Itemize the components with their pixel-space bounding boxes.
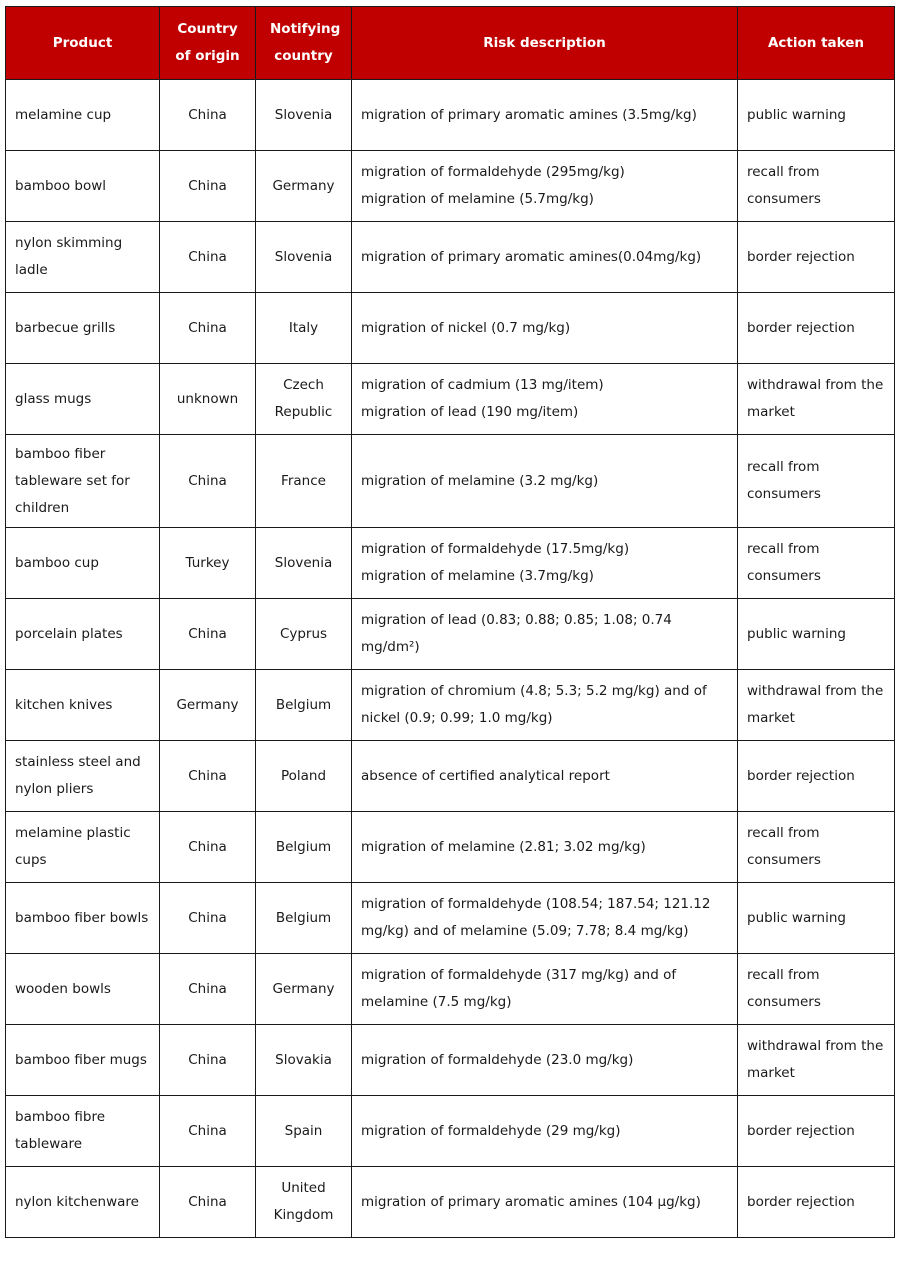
product-cell: stainless steel and nylon pliers	[6, 741, 160, 812]
table-row	[6, 741, 895, 812]
risk-line: migration of formaldehyde (317 mg/kg) and of melamine (7.5 mg/kg)	[361, 967, 677, 1010]
table-body	[6, 80, 895, 1238]
action-taken-cell: recall from consumers	[738, 954, 895, 1025]
risk-line: migration of primary aromatic amines(0.04mg/kg)	[361, 248, 702, 265]
notifying-country-cell: France	[256, 435, 352, 528]
action-taken-cell: public warning	[738, 80, 895, 151]
risk-description-cell	[352, 364, 738, 435]
risk-description-cell	[352, 293, 738, 364]
risk-line: migration of lead (0.83; 0.88; 0.85; 1.08; 0.74 mg/dm²)	[361, 612, 672, 655]
notifying-country-cell: Slovakia	[256, 1025, 352, 1096]
notifying-country-cell: Slovenia	[256, 80, 352, 151]
risk-line: migration of melamine (3.2 mg/kg)	[361, 472, 599, 489]
table-row	[6, 1167, 895, 1238]
recall-table	[5, 6, 895, 1238]
notifying-country-cell: Poland	[256, 741, 352, 812]
notifying-country-cell: Slovenia	[256, 528, 352, 599]
product-cell: bamboo cup	[6, 528, 160, 599]
risk-description-cell	[352, 222, 738, 293]
origin-cell: China	[160, 1025, 256, 1096]
risk-line: migration of lead (190 mg/item)	[361, 404, 579, 420]
table-row	[6, 528, 895, 599]
origin-cell: China	[160, 1096, 256, 1167]
risk-description-cell	[352, 599, 738, 670]
origin-cell: China	[160, 151, 256, 222]
risk-description-cell	[352, 151, 738, 222]
table-row	[6, 599, 895, 670]
notifying-country-cell: United Kingdom	[256, 1167, 352, 1238]
table-row	[6, 80, 895, 151]
product-cell: bamboo fiber bowls	[6, 883, 160, 954]
risk-line: migration of formaldehyde (17.5mg/kg)	[361, 541, 630, 557]
product-cell: glass mugs	[6, 364, 160, 435]
table-row	[6, 1025, 895, 1096]
notifying-country-cell: Germany	[256, 151, 352, 222]
header-country-of-origin: Country of origin	[160, 7, 256, 80]
product-cell: kitchen knives	[6, 670, 160, 741]
product-cell: nylon kitchenware	[6, 1167, 160, 1238]
table-row	[6, 1096, 895, 1167]
risk-description-cell	[352, 741, 738, 812]
risk-line: migration of primary aromatic amines (104 µg/kg)	[361, 1193, 701, 1210]
notifying-country-cell: Czech Republic	[256, 364, 352, 435]
action-taken-cell: public warning	[738, 883, 895, 954]
origin-cell: China	[160, 599, 256, 670]
action-taken-cell: border rejection	[738, 1096, 895, 1167]
header-row	[6, 7, 895, 80]
risk-description-cell	[352, 954, 738, 1025]
risk-line: migration of melamine (3.7mg/kg)	[361, 568, 594, 584]
risk-line: migration of chromium (4.8; 5.3; 5.2 mg/kg) and of nickel (0.9; 0.99; 1.0 mg/kg)	[361, 683, 707, 726]
notifying-country-cell: Germany	[256, 954, 352, 1025]
risk-description-cell	[352, 670, 738, 741]
header-product: Product	[6, 7, 160, 80]
product-cell: porcelain plates	[6, 599, 160, 670]
risk-line: migration of melamine (5.7mg/kg)	[361, 191, 594, 207]
table-row	[6, 293, 895, 364]
table-row	[6, 151, 895, 222]
origin-cell: China	[160, 883, 256, 954]
risk-description-cell	[352, 812, 738, 883]
action-taken-cell: withdrawal from the market	[738, 1025, 895, 1096]
risk-line: migration of nickel (0.7 mg/kg)	[361, 319, 571, 336]
product-cell: barbecue grills	[6, 293, 160, 364]
origin-cell: Turkey	[160, 528, 256, 599]
risk-line: migration of cadmium (13 mg/item)	[361, 377, 604, 393]
notifying-country-cell: Belgium	[256, 812, 352, 883]
risk-line: migration of melamine (2.81; 3.02 mg/kg)	[361, 838, 646, 855]
risk-description-cell	[352, 1096, 738, 1167]
product-cell: nylon skimming ladle	[6, 222, 160, 293]
table-row	[6, 222, 895, 293]
table-row	[6, 954, 895, 1025]
header-risk-description: Risk description	[352, 7, 738, 80]
product-cell: melamine plastic cups	[6, 812, 160, 883]
origin-cell: China	[160, 80, 256, 151]
action-taken-cell: recall from consumers	[738, 151, 895, 222]
table-row	[6, 883, 895, 954]
action-taken-cell: recall from consumers	[738, 528, 895, 599]
risk-line: migration of formaldehyde (23.0 mg/kg)	[361, 1051, 634, 1068]
product-cell: wooden bowls	[6, 954, 160, 1025]
origin-cell: China	[160, 1167, 256, 1238]
product-cell: bamboo fiber mugs	[6, 1025, 160, 1096]
origin-cell: unknown	[160, 364, 256, 435]
action-taken-cell: recall from consumers	[738, 812, 895, 883]
notifying-country-cell: Cyprus	[256, 599, 352, 670]
risk-line: absence of certified analytical report	[361, 767, 610, 784]
action-taken-cell: withdrawal from the market	[738, 670, 895, 741]
origin-cell: China	[160, 293, 256, 364]
action-taken-cell: border rejection	[738, 1167, 895, 1238]
origin-cell: China	[160, 954, 256, 1025]
origin-cell: China	[160, 812, 256, 883]
action-taken-cell: withdrawal from the market	[738, 364, 895, 435]
header-notifying-country: Notifying country	[256, 7, 352, 80]
action-taken-cell: public warning	[738, 599, 895, 670]
header-action-taken: Action taken	[738, 7, 895, 80]
notifying-country-cell: Italy	[256, 293, 352, 364]
action-taken-cell: border rejection	[738, 741, 895, 812]
notifying-country-cell: Belgium	[256, 883, 352, 954]
table-row	[6, 435, 895, 528]
table-header	[6, 7, 895, 80]
notifying-country-cell: Spain	[256, 1096, 352, 1167]
risk-line: migration of primary aromatic amines (3.5mg/kg)	[361, 106, 697, 123]
notifying-country-cell: Slovenia	[256, 222, 352, 293]
risk-line: migration of formaldehyde (295mg/kg)	[361, 164, 625, 180]
origin-cell: China	[160, 222, 256, 293]
table-row	[6, 812, 895, 883]
origin-cell: China	[160, 741, 256, 812]
table-row	[6, 364, 895, 435]
risk-description-cell	[352, 1167, 738, 1238]
origin-cell: China	[160, 435, 256, 528]
risk-line: migration of formaldehyde (108.54; 187.54; 121.12 mg/kg) and of melamine (5.09; 7.78; 8.4 mg/kg)	[361, 896, 711, 939]
product-cell: melamine cup	[6, 80, 160, 151]
risk-description-cell	[352, 1025, 738, 1096]
notifying-country-cell: Belgium	[256, 670, 352, 741]
product-cell: bamboo fiber tableware set for children	[6, 435, 160, 528]
risk-description-cell	[352, 528, 738, 599]
product-cell: bamboo bowl	[6, 151, 160, 222]
action-taken-cell: recall from consumers	[738, 435, 895, 528]
product-cell: bamboo fibre tableware	[6, 1096, 160, 1167]
risk-line: migration of formaldehyde (29 mg/kg)	[361, 1122, 621, 1139]
risk-description-cell	[352, 80, 738, 151]
action-taken-cell: border rejection	[738, 222, 895, 293]
action-taken-cell: border rejection	[738, 293, 895, 364]
risk-description-cell	[352, 435, 738, 528]
table-row	[6, 670, 895, 741]
origin-cell: Germany	[160, 670, 256, 741]
risk-description-cell	[352, 883, 738, 954]
